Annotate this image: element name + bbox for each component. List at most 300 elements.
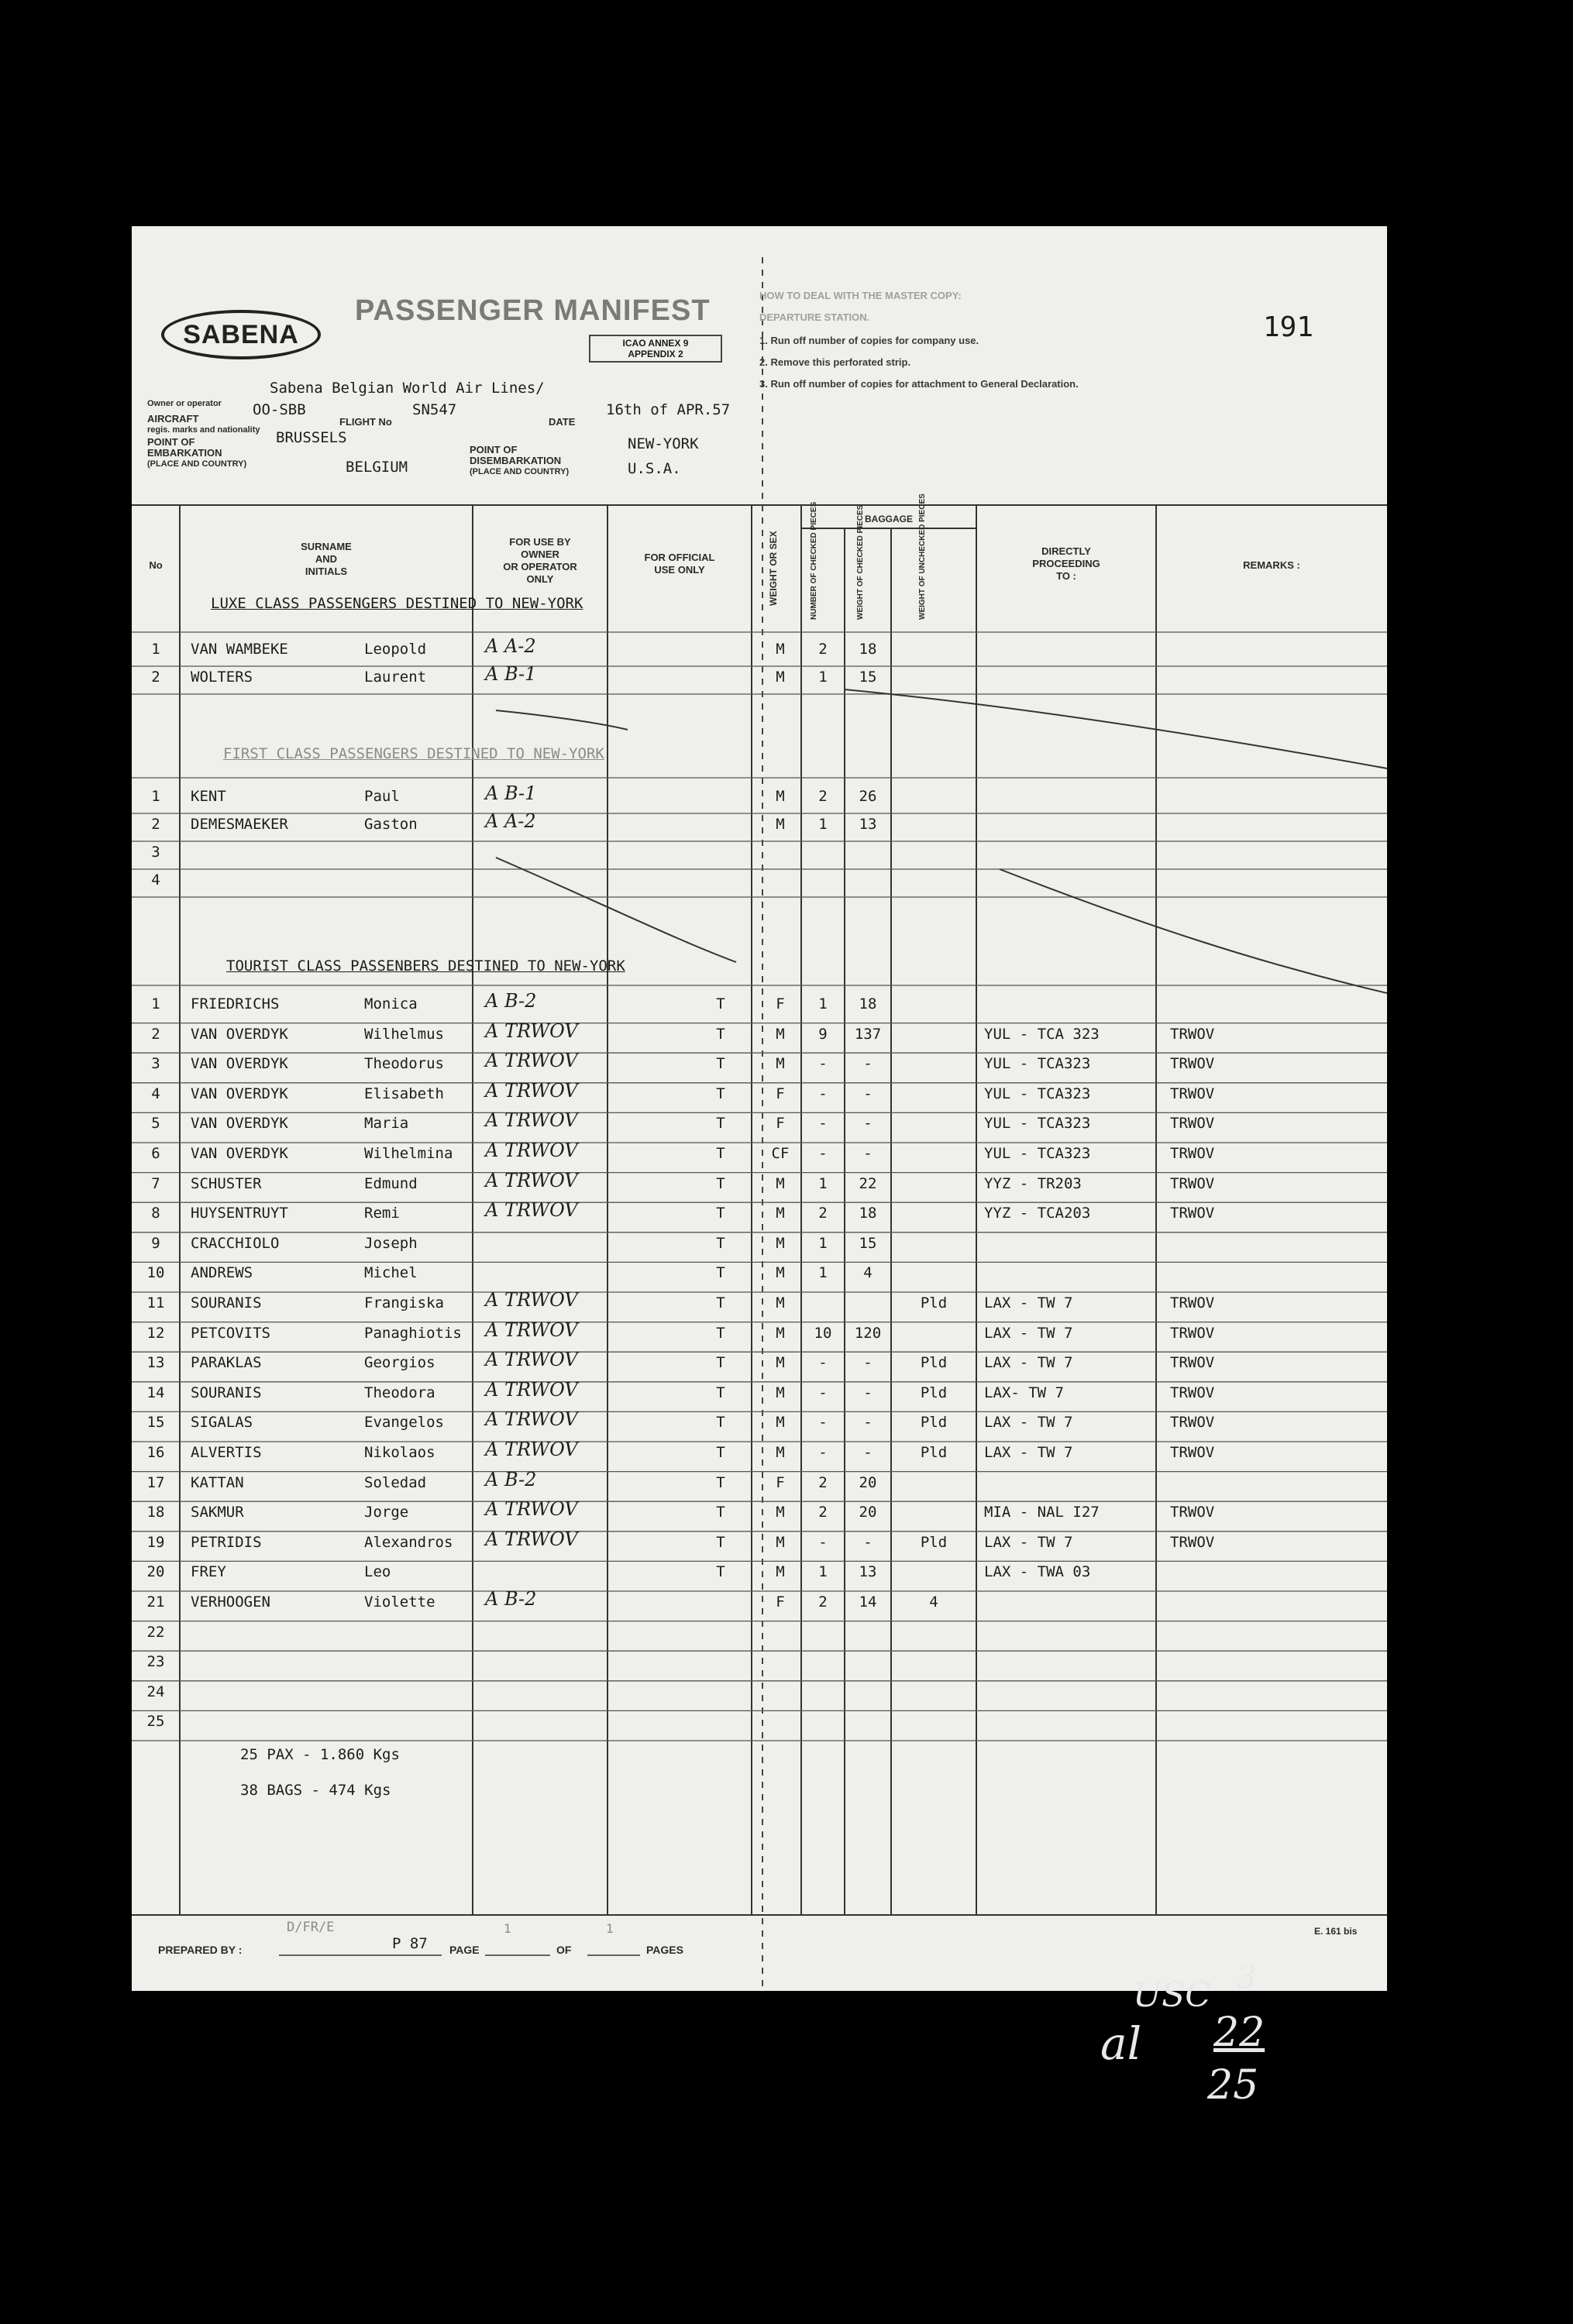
proceeding-to: LAX - TW 7	[984, 1324, 1073, 1342]
icao-line-1: ICAO ANNEX 9	[622, 338, 689, 349]
operator-mark: A TRWOV	[485, 1079, 578, 1102]
checked-pieces: -	[818, 1384, 828, 1401]
passenger-surname: VAN OVERDYK	[191, 1025, 288, 1043]
row-number: 9	[151, 1234, 160, 1252]
col-no: No	[149, 559, 163, 571]
checked-pieces: 2	[818, 1205, 828, 1222]
checked-pieces: -	[818, 1145, 828, 1162]
checked-weight: 4	[863, 1264, 873, 1282]
flight-value: SN547	[412, 401, 457, 418]
passenger-first-name: Georgios	[364, 1354, 435, 1372]
row-number: 25	[146, 1713, 165, 1731]
row-number: 15	[146, 1414, 165, 1432]
remarks: TRWOV	[1170, 1145, 1215, 1162]
margin-note-2a: al	[1100, 2017, 1142, 2070]
passenger-first-name: Maria	[364, 1115, 409, 1133]
passenger-surname: ALVERTIS	[191, 1444, 262, 1461]
row-number: 24	[146, 1683, 165, 1700]
row-number: 19	[146, 1533, 165, 1551]
owner-label: Owner or operator	[147, 399, 222, 408]
checked-weight: 15	[859, 1234, 877, 1252]
class-code: T	[716, 1205, 725, 1222]
row-number: 20	[146, 1563, 165, 1581]
passenger-sex: M	[776, 1533, 785, 1551]
row-number: 4	[151, 871, 160, 889]
passenger-surname: VAN OVERDYK	[191, 1055, 288, 1073]
passenger-first-name: Theodora	[364, 1384, 435, 1401]
col-proceeding-3: TO :	[1056, 570, 1076, 582]
class-code: T	[716, 1444, 725, 1461]
section-luxe: LUXE CLASS PASSENGERS DESTINED TO NEW-YORK	[211, 595, 583, 612]
class-code: T	[716, 1055, 725, 1073]
disembarkation-label-3: (PLACE AND COUNTRY)	[470, 467, 570, 476]
class-code: T	[716, 1473, 725, 1491]
remarks: TRWOV	[1170, 1414, 1215, 1432]
passenger-surname: PETCOVITS	[191, 1324, 270, 1342]
passenger-surname: SAKMUR	[191, 1504, 244, 1521]
row-number: 23	[146, 1653, 165, 1671]
unchecked-weight: Pld	[920, 1294, 948, 1312]
passenger-surname: KENT	[191, 788, 226, 805]
checked-pieces: 1	[818, 995, 828, 1012]
col-owner-use-4: ONLY	[526, 573, 554, 585]
checked-weight: -	[863, 1444, 873, 1461]
class-code: T	[716, 1414, 725, 1432]
passenger-first-name: Panaghiotis	[364, 1324, 462, 1342]
footer-underlines	[132, 226, 1387, 1991]
passenger-sex: M	[776, 1444, 785, 1461]
total-bags: 38 BAGS - 474 Kgs	[240, 1782, 391, 1799]
flight-label: FLIGHT No	[339, 416, 392, 428]
row-number: 7	[151, 1174, 160, 1192]
passenger-surname: KATTAN	[191, 1473, 244, 1491]
passenger-first-name: Joseph	[364, 1234, 418, 1252]
checked-pieces: -	[818, 1055, 828, 1073]
checked-pieces: 9	[818, 1025, 828, 1043]
checked-pieces: 1	[818, 1234, 828, 1252]
manifest-title: PASSENGER MANIFEST	[355, 294, 711, 327]
passenger-surname: FREY	[191, 1563, 226, 1581]
passenger-surname: FRIEDRICHS	[191, 995, 280, 1012]
embarkation-label-3: (PLACE AND COUNTRY)	[147, 459, 247, 469]
passenger-sex: F	[776, 1085, 785, 1102]
checked-pieces: -	[818, 1444, 828, 1461]
remarks: TRWOV	[1170, 1294, 1215, 1312]
checked-weight: 18	[859, 1205, 877, 1222]
disembarkation-city: NEW-YORK	[628, 435, 699, 452]
disembarkation-country: U.S.A.	[628, 460, 681, 477]
row-number: 14	[146, 1384, 165, 1401]
row-number: 6	[151, 1145, 160, 1162]
passenger-sex: F	[776, 1593, 785, 1611]
checked-weight: 20	[859, 1504, 877, 1521]
row-number: 12	[146, 1324, 165, 1342]
sabena-logo: SABENA	[161, 310, 321, 359]
operator-mark: A A-2	[485, 635, 536, 657]
passenger-surname: SCHUSTER	[191, 1174, 262, 1192]
proceeding-to: YUL - TCA323	[984, 1085, 1091, 1102]
checked-weight: 120	[854, 1324, 882, 1342]
col-proceeding-1: DIRECTLY	[1041, 545, 1091, 557]
class-code: T	[716, 1234, 725, 1252]
passenger-sex: M	[776, 816, 785, 833]
row-number: 2	[151, 669, 160, 686]
class-code: T	[716, 995, 725, 1012]
passenger-surname: PETRIDIS	[191, 1533, 262, 1551]
regis-label: regis. marks and nationality	[147, 425, 260, 435]
passenger-first-name: Jorge	[364, 1504, 409, 1521]
passenger-first-name: Michel	[364, 1264, 418, 1282]
prepared-by-label: PREPARED BY :	[158, 1944, 243, 1956]
of-value: 1	[606, 1921, 614, 1936]
passenger-sex: F	[776, 995, 785, 1012]
passenger-first-name: Nikolaos	[364, 1444, 435, 1461]
unchecked-weight: Pld	[920, 1533, 948, 1551]
row-number: 3	[151, 1055, 160, 1073]
operator-mark: A TRWOV	[485, 1169, 578, 1191]
checked-weight: 137	[854, 1025, 882, 1043]
remarks: TRWOV	[1170, 1115, 1215, 1133]
passenger-sex: M	[776, 1324, 785, 1342]
passenger-sex: M	[776, 1563, 785, 1581]
col-remarks: REMARKS :	[1243, 559, 1300, 571]
disembarkation-label-2: DISEMBARKATION	[470, 455, 562, 466]
checked-pieces: 2	[818, 1593, 828, 1611]
proceeding-to: YUL - TCA 323	[984, 1025, 1100, 1043]
passenger-first-name: Wilhelmina	[364, 1145, 453, 1162]
row-number: 21	[146, 1593, 165, 1611]
embarkation-label-2: EMBARKATION	[147, 447, 222, 459]
remarks: TRWOV	[1170, 1324, 1215, 1342]
passenger-sex: M	[776, 641, 785, 658]
class-code: T	[716, 1384, 725, 1401]
aircraft-value: OO-SBB	[253, 401, 306, 418]
checked-weight: -	[863, 1145, 873, 1162]
class-code: T	[716, 1264, 725, 1282]
row-number: 2	[151, 1025, 160, 1043]
passenger-sex: M	[776, 1264, 785, 1282]
checked-weight: 14	[859, 1593, 877, 1611]
checked-pieces: -	[818, 1533, 828, 1551]
embarkation-city: BRUSSELS	[276, 429, 347, 446]
date-value: 16th of APR.57	[606, 401, 731, 418]
disembarkation-label-1: POINT OF	[470, 444, 518, 456]
class-code: T	[716, 1085, 725, 1102]
passenger-sex: M	[776, 1294, 785, 1312]
row-number: 10	[146, 1264, 165, 1282]
col-proceeding-2: PROCEEDING	[1032, 558, 1100, 569]
passenger-sex: M	[776, 1025, 785, 1043]
operator-mark: A B-1	[485, 663, 537, 685]
checked-weight: -	[863, 1354, 873, 1372]
operator-mark: A TRWOV	[485, 1349, 578, 1371]
passenger-sex: M	[776, 1234, 785, 1252]
checked-weight: 13	[859, 1563, 877, 1581]
proceeding-to: LAX - TW 7	[984, 1354, 1073, 1372]
total-pax: 25 PAX - 1.860 Kgs	[240, 1746, 400, 1763]
class-code: T	[716, 1025, 725, 1043]
remarks: TRWOV	[1170, 1354, 1215, 1372]
checked-weight: -	[863, 1384, 873, 1401]
row-number: 18	[146, 1504, 165, 1521]
passenger-sex: M	[776, 1055, 785, 1073]
page-number: 191	[1263, 311, 1314, 343]
operator-mark: A TRWOV	[485, 1408, 578, 1431]
checked-weight: 22	[859, 1174, 877, 1192]
operator-mark: A A-2	[485, 810, 536, 832]
checked-pieces: 2	[818, 1473, 828, 1491]
margin-note-2b: 22	[1213, 2009, 1265, 2056]
operator-mark: A TRWOV	[485, 1318, 578, 1341]
col-surname-2: AND	[315, 553, 338, 565]
row-number: 2	[151, 816, 160, 833]
remarks: TRWOV	[1170, 1055, 1215, 1073]
page-label: PAGE	[449, 1944, 480, 1956]
checked-weight: 26	[859, 788, 877, 805]
operator-mark: A TRWOV	[485, 1050, 578, 1072]
passenger-first-name: Soledad	[364, 1473, 427, 1491]
remarks: TRWOV	[1170, 1205, 1215, 1222]
row-number: 13	[146, 1354, 165, 1372]
checked-weight: 15	[859, 669, 877, 686]
passenger-surname: SIGALAS	[191, 1414, 253, 1432]
passenger-first-name: Remi	[364, 1205, 400, 1222]
passenger-surname: VERHOOGEN	[191, 1593, 270, 1611]
checked-pieces: 1	[818, 1264, 828, 1282]
proceeding-to: LAX - TW 7	[984, 1414, 1073, 1432]
instruction-2: 2. Remove this perforated strip.	[759, 356, 911, 368]
operator-mark: A TRWOV	[485, 1140, 578, 1161]
instruction-1: 1. Run off number of copies for company use.	[759, 335, 979, 346]
passenger-first-name: Wilhelmus	[364, 1025, 444, 1043]
class-code: T	[716, 1115, 725, 1133]
passenger-surname: HUYSENTRUYT	[191, 1205, 288, 1222]
instructions-title: HOW TO DEAL WITH THE MASTER COPY:	[759, 290, 962, 301]
col-weight-unchecked: WEIGHT OF UNCHECKED PIECES	[918, 493, 927, 620]
passenger-surname: CRACCHIOLO	[191, 1234, 280, 1252]
row-number: 1	[151, 995, 160, 1012]
passenger-surname: VAN WAMBEKE	[191, 641, 288, 658]
col-owner-use-1: FOR USE BY	[509, 536, 571, 548]
checked-pieces: 1	[818, 1563, 828, 1581]
col-weight-sex: WEIGHT OR SEX	[768, 531, 779, 607]
page-value: 1	[504, 1921, 511, 1936]
checked-weight: -	[863, 1085, 873, 1102]
checked-weight: -	[863, 1115, 873, 1133]
row-number: 11	[146, 1294, 165, 1312]
icao-line-2: APPENDIX 2	[628, 349, 683, 359]
row-number: 1	[151, 641, 160, 658]
row-number: 22	[146, 1623, 165, 1641]
operator-mark: A TRWOV	[485, 1109, 578, 1132]
row-number: 3	[151, 844, 160, 861]
margin-note-1b: 3	[1237, 1960, 1257, 1996]
margin-note-1a: USC	[1133, 1975, 1211, 2015]
checked-weight: -	[863, 1533, 873, 1551]
remarks: TRWOV	[1170, 1085, 1215, 1102]
passenger-sex: F	[776, 1473, 785, 1491]
proceeding-to: YUL - TCA323	[984, 1115, 1091, 1133]
class-code: T	[716, 1533, 725, 1551]
col-num-checked: NUMBER OF CHECKED PIECES	[810, 501, 818, 620]
proceeding-to: LAX - TW 7	[984, 1444, 1073, 1461]
prepared-by-value-2: P 87	[392, 1935, 428, 1952]
checked-pieces: -	[818, 1085, 828, 1102]
passenger-first-name: Leo	[364, 1563, 391, 1581]
checked-pieces: -	[818, 1414, 828, 1432]
proceeding-to: YUL - TCA323	[984, 1055, 1091, 1073]
operator-mark: A TRWOV	[485, 1498, 578, 1521]
col-weight-checked: WEIGHT OF CHECKED PIECES	[856, 504, 865, 620]
passenger-first-name: Edmund	[364, 1174, 418, 1192]
aircraft-label: AIRCRAFT	[147, 413, 199, 425]
section-tourist: TOURIST CLASS PASSENBERS DESTINED TO NEW-YORK	[226, 957, 625, 975]
remarks: TRWOV	[1170, 1025, 1215, 1043]
unchecked-weight: Pld	[920, 1354, 948, 1372]
passenger-sex: M	[776, 1354, 785, 1372]
passenger-first-name: Elisabeth	[364, 1085, 444, 1102]
checked-pieces: -	[818, 1354, 828, 1372]
passenger-sex: M	[776, 1384, 785, 1401]
passenger-sex: M	[776, 1504, 785, 1521]
unchecked-weight: Pld	[920, 1384, 948, 1401]
passenger-surname: VAN OVERDYK	[191, 1145, 288, 1162]
row-number: 17	[146, 1473, 165, 1491]
operator-mark: A B-2	[485, 1588, 537, 1610]
col-owner-use-2: OWNER	[521, 548, 559, 560]
margin-note-3: 25	[1207, 2062, 1259, 2109]
class-code: T	[716, 1324, 725, 1342]
proceeding-to: LAX- TW 7	[984, 1384, 1064, 1401]
proceeding-to: YYZ - TCA203	[984, 1205, 1091, 1222]
unchecked-weight: Pld	[920, 1444, 948, 1461]
remarks: TRWOV	[1170, 1533, 1215, 1551]
checked-pieces: 2	[818, 641, 828, 658]
section-first: FIRST CLASS PASSENGERS DESTINED TO NEW-YORK	[223, 745, 604, 762]
proceeding-to: MIA - NAL I27	[984, 1504, 1100, 1521]
passenger-first-name: Alexandros	[364, 1533, 453, 1551]
passenger-surname: WOLTERS	[191, 669, 253, 686]
col-owner-use-3: OR OPERATOR	[503, 561, 577, 572]
passenger-first-name: Leopold	[364, 641, 427, 658]
class-code: T	[716, 1145, 725, 1162]
remarks: TRWOV	[1170, 1384, 1215, 1401]
unchecked-weight: Pld	[920, 1414, 948, 1432]
embarkation-country: BELGIUM	[346, 459, 408, 476]
row-number: 4	[151, 1085, 160, 1102]
passenger-sex: M	[776, 788, 785, 805]
passenger-first-name: Violette	[364, 1593, 435, 1611]
manifest-sheet	[132, 226, 1387, 1991]
prepared-by-value: D/FR/E	[287, 1920, 335, 1935]
pages-label: PAGES	[646, 1944, 683, 1956]
checked-pieces: 1	[818, 669, 828, 686]
instruction-3: 3. Run off number of copies for attachment to General Declaration.	[759, 378, 1079, 390]
proceeding-to: LAX - TWA 03	[984, 1563, 1091, 1581]
checked-pieces: 1	[818, 816, 828, 833]
passenger-surname: ANDREWS	[191, 1264, 253, 1282]
checked-weight: 18	[859, 641, 877, 658]
passenger-sex: M	[776, 669, 785, 686]
proceeding-to: LAX - TW 7	[984, 1294, 1073, 1312]
class-code: T	[716, 1294, 725, 1312]
class-code: T	[716, 1354, 725, 1372]
row-number: 8	[151, 1205, 160, 1222]
col-surname-3: INITIALS	[305, 566, 348, 577]
class-code: T	[716, 1563, 725, 1581]
checked-weight: 18	[859, 995, 877, 1012]
row-number: 1	[151, 788, 160, 805]
embarkation-label-1: POINT OF	[147, 436, 195, 448]
passenger-first-name: Monica	[364, 995, 418, 1012]
form-code: E. 161 bis	[1314, 1926, 1358, 1937]
checked-pieces: 2	[818, 1504, 828, 1521]
checked-pieces: 1	[818, 1174, 828, 1192]
operator-mark: A TRWOV	[485, 1378, 578, 1401]
passenger-sex: F	[776, 1115, 785, 1133]
instructions-station: DEPARTURE STATION.	[759, 311, 870, 323]
proceeding-to: YYZ - TR203	[984, 1174, 1082, 1192]
row-number: 16	[146, 1444, 165, 1461]
operator-mark: A B-1	[485, 782, 537, 804]
passenger-first-name: Paul	[364, 788, 400, 805]
proceeding-to: YUL - TCA323	[984, 1145, 1091, 1162]
operator-mark: A TRWOV	[485, 1439, 578, 1460]
checked-pieces: 2	[818, 788, 828, 805]
passenger-surname: SOURANIS	[191, 1294, 262, 1312]
col-official-use-1: FOR OFFICIAL	[644, 552, 715, 563]
remarks: TRWOV	[1170, 1444, 1215, 1461]
passenger-first-name: Laurent	[364, 669, 427, 686]
passenger-surname: PARAKLAS	[191, 1354, 262, 1372]
operator-mark: A B-2	[485, 1468, 537, 1490]
of-label: OF	[556, 1944, 572, 1956]
owner-value: Sabena Belgian World Air Lines/	[270, 380, 545, 397]
checked-weight: 20	[859, 1473, 877, 1491]
proceeding-to: LAX - TW 7	[984, 1533, 1073, 1551]
passenger-first-name: Theodorus	[364, 1055, 444, 1073]
unchecked-weight: 4	[929, 1593, 938, 1611]
checked-weight: -	[863, 1055, 873, 1073]
passenger-surname: DEMESMAEKER	[191, 816, 288, 833]
class-code: T	[716, 1504, 725, 1521]
remarks: TRWOV	[1170, 1504, 1215, 1521]
col-official-use-2: USE ONLY	[654, 564, 705, 576]
operator-mark: A TRWOV	[485, 1528, 578, 1550]
date-label: DATE	[549, 416, 576, 428]
checked-weight: -	[863, 1414, 873, 1432]
passenger-first-name: Frangiska	[364, 1294, 444, 1312]
passenger-sex: M	[776, 1414, 785, 1432]
passenger-first-name: Gaston	[364, 816, 418, 833]
col-baggage: BAGGAGE	[864, 514, 913, 524]
checked-weight: 13	[859, 816, 877, 833]
row-number: 5	[151, 1115, 160, 1133]
checked-pieces: 10	[814, 1324, 832, 1342]
remarks: TRWOV	[1170, 1174, 1215, 1192]
operator-mark: A TRWOV	[485, 1289, 578, 1311]
passenger-sex: M	[776, 1205, 785, 1222]
operator-mark: A TRWOV	[485, 1199, 578, 1222]
operator-mark: A TRWOV	[485, 1019, 578, 1042]
class-code: T	[716, 1174, 725, 1192]
passenger-sex: M	[776, 1174, 785, 1192]
col-surname-1: SURNAME	[301, 541, 352, 552]
passenger-surname: VAN OVERDYK	[191, 1115, 288, 1133]
checked-pieces: -	[818, 1115, 828, 1133]
operator-mark: A B-2	[485, 990, 537, 1012]
passenger-sex: CF	[771, 1145, 790, 1162]
